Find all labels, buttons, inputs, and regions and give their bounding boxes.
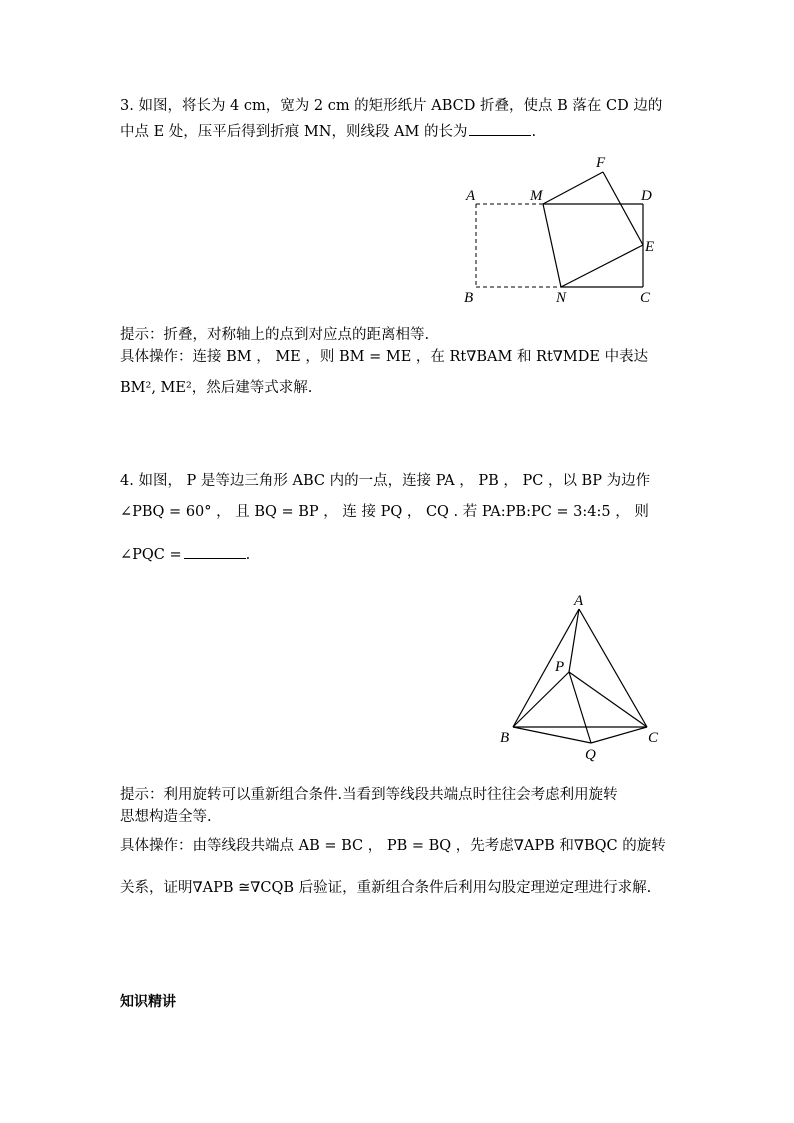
label-A: A (574, 593, 584, 609)
label-B: B (464, 290, 474, 306)
problem3-line2-end: . (531, 124, 537, 140)
problem3-statement-line1: 3. 如图，将长为 4 cm，宽为 2 cm 的矩形纸片 ABCD 折叠，使点 B 落在 CD 边的 (120, 98, 663, 114)
label-E: E (645, 239, 655, 255)
problem3-hint-line2: 具体操作：连接 BM ， ME ，则 BM = ME ，在 Rt∇BAM 和 Rt∇MDE 中表达 (120, 349, 649, 365)
edge-AC (579, 609, 647, 727)
problem4-hint-line4: 关系，证明∇APB ≅∇CQB 后验证，重新组合条件后利用勾股定理逆定理进行求解. (120, 880, 652, 896)
label-N: N (556, 290, 567, 306)
problem4-line3-end: . (245, 547, 251, 563)
problem3-hint-line3: BM², ME²，然后建等式求解. (120, 380, 313, 396)
segment-CQ (591, 727, 647, 743)
problem4-hint-line2: 思想构造全等. (120, 809, 212, 825)
segment-PC (569, 672, 647, 727)
segment-BQ (513, 727, 591, 743)
label-M: M (530, 188, 543, 204)
label-D: D (641, 188, 652, 204)
problem4-statement-line3-text: ∠PQC = (120, 547, 182, 563)
section-heading: 知识精讲 (120, 994, 176, 1010)
problem3-hint-line1: 提示：折叠，对称轴上的点到对应点的距离相等. (120, 327, 430, 343)
problem4-statement-line2: ∠PBQ = 60° ， 且 BQ = BP ， 连 接 PQ ， CQ . 若 PA:PB:PC = 3:4:5 ， 则 (120, 504, 649, 520)
label-Q: Q (585, 747, 596, 763)
problem3-statement-line2-text: 中点 E 处，压平后得到折痕 MN，则线段 AM 的长为 (120, 124, 468, 140)
label-F: F (596, 155, 606, 171)
segment-PQ (569, 672, 591, 743)
problem4-statement-line1: 4. 如图， P 是等边三角形 ABC 内的一点，连接 PA ， PB ， PC ，以 BP 为边作 (120, 473, 651, 489)
label-A: A (466, 188, 476, 204)
label-B: B (500, 730, 510, 746)
label-P: P (555, 659, 565, 675)
label-C: C (648, 730, 659, 746)
problem4-hint-line1: 提示：利用旋转可以重新组合条件.当看到等线段共端点时往往会考虑利用旋转 (120, 787, 618, 803)
segment-PB (513, 672, 569, 727)
problem4-hint-line3: 具体操作：由等线段共端点 AB = BC ， PB = BQ ，先考虑∇APB 和∇BQC 的旋转 (120, 838, 666, 854)
label-C: C (640, 290, 651, 306)
